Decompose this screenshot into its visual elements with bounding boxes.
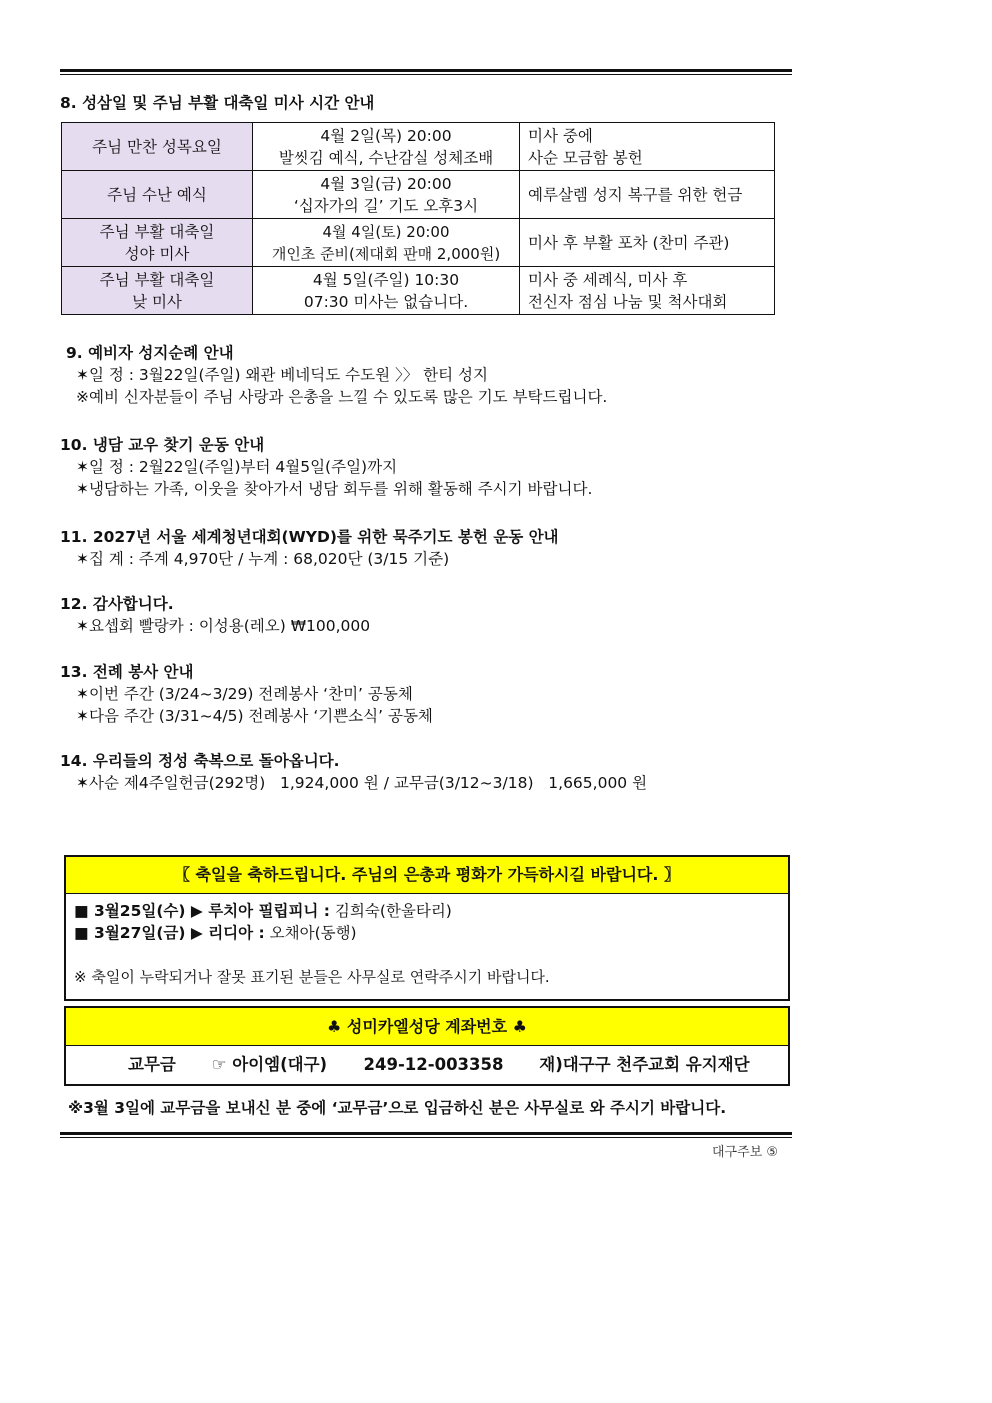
page-label: 대구주보 ⑤ [712, 1145, 779, 1160]
deposit-footnote: ※3월 3일에 교무금을 보내신 분 중에 ‘교무금’으로 입금하신 분은 사무실로 와 주시기 바랍니다. [68, 1099, 727, 1117]
section-14-line: ✶사순 제4주일헌금(292명) 1,924,000 원 / 교무금(3/12~3/18) 1,665,000 원 [76, 774, 648, 792]
feast-day-box [64, 855, 790, 1001]
account-box [64, 1006, 790, 1086]
feast-item: ■ 3월25일(수) ▶ 루치아 필립피니 : 김희숙(한울타리) [74, 902, 452, 920]
time-cell: 4월 3일(금) 20:00 ‘십자가의 길’ 기도 오후3시 [253, 171, 520, 219]
event-cell: 주님 만찬 성목요일 [62, 123, 253, 171]
table-row [62, 123, 775, 171]
section-11 [60, 526, 800, 570]
section-8 [60, 92, 800, 114]
time-cell: 4월 2일(목) 20:00 발씻김 예식, 수난감실 성체조배 [253, 123, 520, 171]
table-row [62, 267, 775, 315]
section-8-title: 8. 성삼일 및 주님 부활 대축일 미사 시간 안내 [60, 94, 375, 112]
section-9 [66, 342, 806, 408]
note-cell: 미사 중 세례식, 미사 후 전신자 점심 나눔 및 척사대회 [520, 267, 775, 315]
note-cell: 미사 중에 사순 모금함 봉헌 [520, 123, 775, 171]
section-11-title: 11. 2027년 서울 세계청년대회(WYD)를 위한 묵주기도 봉헌 운동 안내 [60, 528, 559, 546]
section-10-line: ✶일 정 : 2월22일(주일)부터 4월5일(주일)까지 [76, 458, 398, 476]
section-10-title: 10. 냉담 교우 찾기 운동 안내 [60, 436, 265, 454]
section-13-title: 13. 전례 봉사 안내 [60, 663, 194, 681]
account-header: ♣ 성미카엘성당 계좌번호 ♣ [66, 1008, 788, 1046]
account-bank: ☞ 아이엠(대구) [211, 1055, 328, 1074]
note-cell: 미사 후 부활 포차 (찬미 주관) [520, 219, 775, 267]
table-row [62, 219, 775, 267]
top-rule [60, 69, 792, 75]
section-12-title: 12. 감사합니다. [60, 595, 174, 613]
section-9-line: ✶일 정 : 3월22일(주일) 왜관 베네딕도 수도원 〉〉 한티 성지 [76, 366, 488, 384]
event-cell: 주님 부활 대축일 낮 미사 [62, 267, 253, 315]
section-13-line: ✶이번 주간 (3/24~3/29) 전례봉사 ‘찬미’ 공동체 [76, 685, 413, 703]
time-cell: 4월 4일(토) 20:00 개인초 준비(제대회 판매 2,000원) [253, 219, 520, 267]
mass-schedule-table [61, 122, 775, 315]
section-12-line: ✶요셉회 빨랑카 : 이성용(레오) ₩100,000 [76, 617, 371, 635]
feast-header: 〖 축일을 축하드립니다. 주님의 은총과 평화가 가득하시길 바랍니다. 〗 [66, 857, 788, 894]
section-12 [60, 593, 800, 637]
section-9-title: 9. 예비자 성지순례 안내 [66, 344, 234, 362]
account-holder: 재)대구구 천주교회 유지재단 [539, 1055, 750, 1074]
section-9-line: ※예비 신자분들이 주님 사랑과 은총을 느낄 수 있도록 많은 기도 부탁드립니다. [76, 388, 608, 406]
feast-body [66, 894, 788, 988]
feast-item: ■ 3월27일(금) ▶ 리디아 : 오채아(동행) [74, 924, 357, 942]
bottom-rule [60, 1132, 792, 1138]
account-label: 교무금 [128, 1055, 176, 1074]
account-number: 249-12-003358 [363, 1055, 504, 1074]
section-11-line: ✶집 계 : 주계 4,970단 / 누계 : 68,020단 (3/15 기준) [76, 550, 450, 568]
time-cell: 4월 5일(주일) 10:30 07:30 미사는 없습니다. [253, 267, 520, 315]
section-13-line: ✶다음 주간 (3/31~4/5) 전례봉사 ‘기쁜소식’ 공동체 [76, 707, 433, 725]
table-row [62, 171, 775, 219]
section-10-line: ✶냉담하는 가족, 이웃을 찾아가서 냉담 회두를 위해 활동해 주시기 바랍니다. [76, 480, 593, 498]
feast-note: ※ 축일이 누락되거나 잘못 표기된 분들은 사무실로 연락주시기 바랍니다. [74, 968, 550, 986]
account-line [66, 1046, 788, 1083]
section-10 [60, 434, 800, 500]
event-cell: 주님 부활 대축일 성야 미사 [62, 219, 253, 267]
section-13 [60, 661, 800, 727]
event-cell: 주님 수난 예식 [62, 171, 253, 219]
note-cell: 예루살렘 성지 복구를 위한 헌금 [520, 171, 775, 219]
section-14 [60, 750, 800, 794]
section-14-title: 14. 우리들의 정성 축복으로 돌아옵니다. [60, 752, 340, 770]
